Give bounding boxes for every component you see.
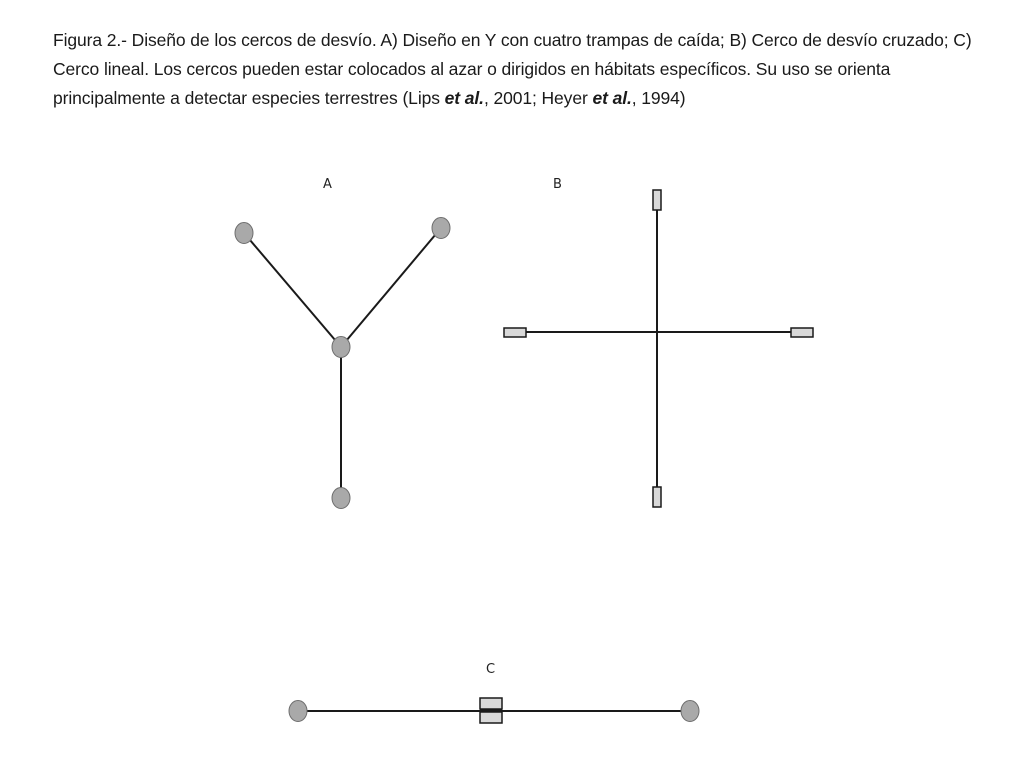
pitfall-trap-left [289,701,307,722]
funnel-trap-right [791,328,813,337]
fence-arm-right [341,228,441,347]
caption-et-al-1: et al. [444,88,484,108]
panel-a-label: A [323,177,332,192]
pitfall-trap-right [681,701,699,722]
caption-et-al-2: et al. [592,88,632,108]
funnel-trap-left [504,328,526,337]
funnel-trap-lower [480,712,502,723]
funnel-trap-bottom [653,487,661,507]
caption-text-3: , 1994) [631,88,686,108]
panel-c-linear-design [289,662,699,723]
panel-c-label: C [486,662,496,677]
panel-a-y-design [235,177,450,509]
caption-text-1: Figura 2.- Diseño de los cercos de desvío. A) Diseño en Y con cuatro trampas de caída; B) Cerco de desvío cruzado; C) Cerco lineal. Los cercos pueden estar colocados al azar o dirigidos en hábitats específicos. Su uso se orienta principalmente a detectar especies terrestres (Lips [53,30,972,108]
caption-text-2: , 2001; Heyer [483,88,593,108]
pitfall-trap-top-left [235,223,253,244]
panel-b-cross-design [504,177,813,507]
pitfall-trap-top-right [432,218,450,239]
funnel-trap-top [653,190,661,210]
panel-b-label: B [553,177,562,192]
pitfall-trap-bottom [332,488,350,509]
funnel-trap-upper [480,698,502,709]
fence-arm-left [244,233,341,347]
pitfall-trap-center [332,337,350,358]
